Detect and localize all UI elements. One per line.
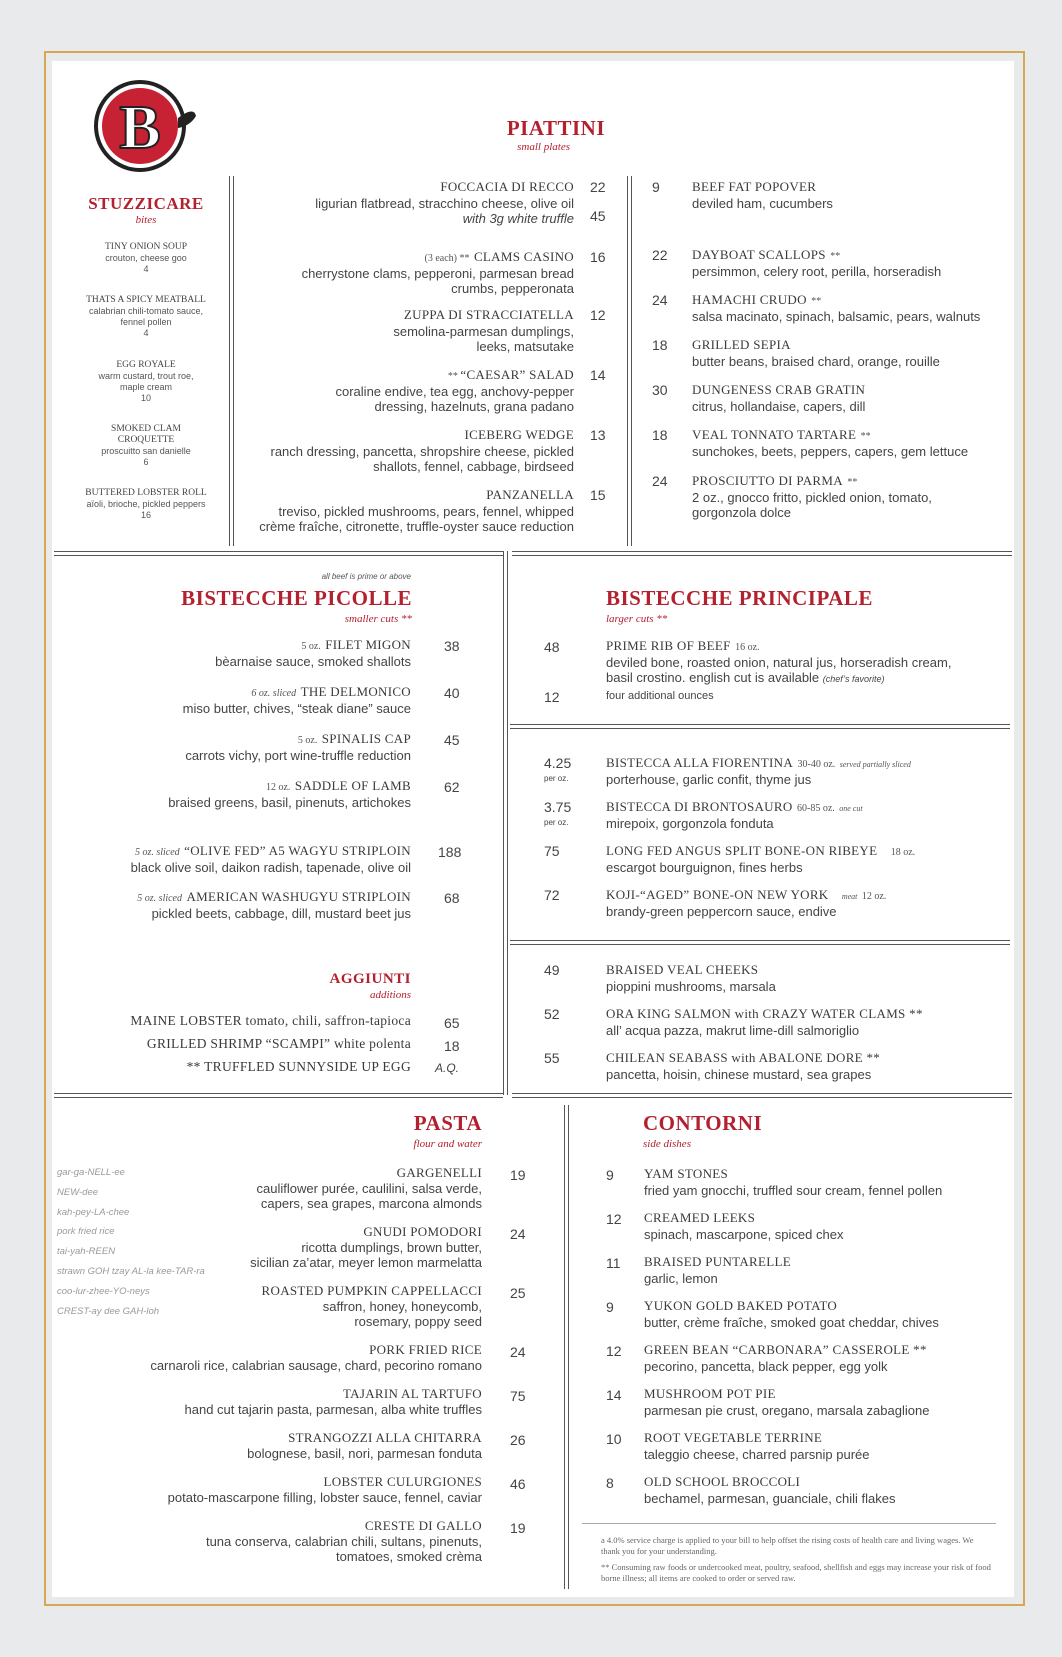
item-desc: spinach, mascarpone, spiced chex	[644, 1227, 844, 1242]
item-name: GREEN BEAN “CARBONARA” CASSEROLE **	[644, 1342, 927, 1357]
stuzzicare-item	[66, 295, 226, 339]
item-name: PORK FRIED RICE	[369, 1342, 482, 1357]
item-desc: pioppini mushrooms, marsala	[606, 979, 776, 994]
item-price: 4.25	[544, 755, 572, 771]
item-desc: brandy-green peppercorn sauce, endive	[606, 904, 837, 919]
item-size: 5 oz.	[297, 735, 318, 746]
item-price: 22	[652, 247, 668, 263]
item-name: CHILEAN SEABASS with ABALONE DORE **	[606, 1050, 881, 1065]
item-name: SPINALIS CAP	[321, 731, 411, 746]
item-desc: cauliflower purée, caulilini, salsa verde,	[256, 1181, 482, 1196]
item-name: BRAISED VEAL CHEEKS	[606, 962, 759, 977]
item-name: CREAMED LEEKS	[644, 1210, 756, 1225]
item-mark: **	[847, 477, 858, 488]
pronunciation: kah-pey-LA-chee	[57, 1206, 130, 1218]
item-desc: ligurian flatbread, stracchino cheese, olive oil	[315, 196, 574, 211]
aggiunti-subtitle: additions	[370, 989, 411, 1001]
menu-item	[60, 1059, 480, 1075]
item-desc: all’ acqua pazza, makrut lime-dill salmoriglio	[606, 1023, 860, 1038]
item-name: LOBSTER CULURGIONES	[323, 1474, 482, 1489]
item-price: 12	[606, 1211, 622, 1227]
item-desc: bechamel, parmesan, guanciale, chili flakes	[644, 1491, 896, 1506]
item-name: TAJARIN AL TARTUFO	[342, 1386, 482, 1401]
item-price: 46	[510, 1476, 526, 1492]
item-price: 18	[652, 337, 668, 353]
item-price: 40	[444, 685, 460, 701]
item-price: 52	[544, 1006, 560, 1022]
item-name: BISTECCA DI BRONTOSAURO	[606, 799, 793, 814]
divider	[564, 1105, 569, 1589]
item-name: BEEF FAT POPOVER	[692, 179, 817, 194]
stuzzicare-subtitle: bites	[135, 214, 157, 226]
item-price: 9	[652, 179, 660, 195]
item-name: GRILLED SEPIA	[692, 337, 791, 352]
item-price: 9	[606, 1167, 614, 1183]
menu-item	[60, 1013, 480, 1029]
item-name: SMOKED CLAM CROQUETTE	[111, 424, 181, 445]
item-mark: **	[830, 251, 841, 262]
menu-item	[100, 1283, 540, 1329]
item-desc-2: sicilian za’atar, meyer lemon marmelatta	[250, 1255, 482, 1270]
item-desc: fried yam gnocchi, truffled sour cream, fennel pollen	[644, 1183, 943, 1198]
item-desc-2: gorgonzola dolce	[692, 505, 792, 520]
stuzzicare-item	[66, 488, 226, 521]
divider	[512, 1093, 1012, 1098]
item-desc: coraline endive, tea egg, anchovy-pepper	[335, 384, 574, 399]
menu-item	[100, 1518, 540, 1564]
menu-item	[100, 1474, 540, 1505]
pronunciation: coo-lur-zhee-YO-neys	[57, 1285, 150, 1297]
pasta-subtitle: flour and water	[413, 1138, 482, 1150]
item-name: ICEBERG WEDGE	[464, 427, 574, 442]
item-name: ROASTED PUMPKIN CAPPELLACCI	[261, 1283, 482, 1298]
pronunciation: strawn GOH tzay AL-la kee-TAR-ra	[57, 1265, 205, 1277]
item-name: BISTECCA ALLA FIORENTINA	[606, 755, 794, 770]
menu-item	[60, 777, 470, 810]
item-name: “OLIVE FED” A5 WAGYU STRIPLOIN	[184, 843, 411, 858]
chef-favorite: (chef’s favorite)	[822, 674, 885, 684]
divider	[54, 1093, 503, 1098]
item-name: ORA KING SALMON with CRAZY WATER CLAMS **	[606, 1006, 923, 1021]
item-prefix: (3 each) **	[424, 253, 470, 264]
stuzzicare-item	[66, 242, 226, 275]
item-unit: per oz.	[544, 774, 569, 783]
item-price: 24	[652, 473, 668, 489]
item-price: 68	[444, 890, 460, 906]
aggiunti-title: AGGIUNTI	[329, 971, 411, 987]
menu-item	[232, 306, 612, 354]
item-price: 15	[590, 487, 606, 503]
item-note: served partially sliced	[839, 760, 911, 769]
item-price: 24	[510, 1344, 526, 1360]
item-desc-2: with 3g white truffle	[462, 211, 574, 226]
item-name: OLD SCHOOL BROCCOLI	[644, 1474, 801, 1489]
menu-item	[60, 730, 470, 763]
principale-title: BISTECCHE PRINCIPALE	[606, 586, 873, 610]
item-desc: saffron, honey, honeycomb,	[322, 1299, 482, 1314]
item-name: DAYBOAT SCALLOPS	[692, 247, 826, 262]
item-price: 38	[444, 638, 460, 654]
item-name: EGG ROYALE	[116, 360, 176, 370]
item-desc-2: capers, sea grapes, marcona almonds	[260, 1196, 482, 1211]
item-name: LONG FED ANGUS SPLIT BONE-ON RIBEYE	[606, 843, 878, 858]
item-price: 65	[444, 1015, 460, 1031]
item-price: 24	[652, 292, 668, 308]
item-desc: pecorino, pancetta, black pepper, egg yolk	[644, 1359, 888, 1374]
logo	[90, 76, 200, 176]
item-name: MUSHROOM POT PIE	[644, 1386, 776, 1401]
menu-item	[100, 1386, 540, 1417]
item-price: 75	[510, 1388, 526, 1404]
item-desc: proscuitto san danielle	[101, 446, 191, 456]
menu-item	[100, 1165, 540, 1211]
divider	[627, 176, 632, 546]
item-price: 12	[590, 307, 606, 323]
item-desc: parmesan pie crust, oregano, marsala zabaglione	[644, 1403, 930, 1418]
item-desc-2: leeks, matsutake	[476, 339, 574, 354]
item-desc-2: basil crostino. english cut is available	[606, 670, 820, 685]
item-size: 60-85 oz.	[796, 803, 835, 814]
item-size: 5 oz. sliced	[137, 893, 182, 904]
menu-item	[232, 178, 612, 226]
item-size: 12 oz.	[265, 782, 291, 793]
item-desc: carrots vichy, port wine-truffle reduction	[185, 748, 411, 763]
item-price: 19	[510, 1167, 526, 1183]
pronunciation: gar-ga-NELL-ee	[57, 1167, 125, 1178]
item-desc: 2 oz., gnocco fritto, pickled onion, tomato,	[692, 490, 932, 505]
item-mark: **	[811, 296, 822, 307]
item-name: STRANGOZZI ALLA CHITARRA	[288, 1430, 482, 1445]
item-price: 75	[544, 843, 560, 859]
item-price: A.Q.	[435, 1061, 460, 1075]
stuzzicare-item	[66, 360, 226, 404]
item-name: VEAL TONNATO TARTARE	[692, 427, 857, 442]
item-desc: sunchokes, beets, peppers, capers, gem lettuce	[692, 444, 969, 459]
item-desc-2: rosemary, poppy seed	[354, 1314, 482, 1329]
menu-item	[60, 1036, 480, 1052]
item-size: 5 oz.	[301, 641, 321, 652]
footnote-rule	[582, 1523, 996, 1524]
item-name: GNUDI POMODORI	[363, 1224, 482, 1239]
item-desc: pancetta, hoisin, chinese mustard, sea grapes	[606, 1067, 872, 1082]
item-price: 12	[606, 1343, 622, 1359]
menu-item	[100, 1430, 540, 1461]
item-desc-2: crème fraîche, citronette, truffle-oyster sauce reduction	[259, 519, 574, 534]
item-desc: braised greens, basil, pinenuts, artichokes	[168, 795, 411, 810]
item-name: FOCCACIA DI RECCO	[440, 179, 574, 194]
item-desc: mirepoix, gorgonzola fonduta	[606, 816, 774, 831]
item-desc: potato-mascarpone filling, lobster sauce, fennel, caviar	[167, 1490, 482, 1505]
item-desc: escargot bourguignon, fines herbs	[606, 860, 803, 875]
item-mark: **	[860, 431, 871, 442]
item-name: ZUPPA DI STRACCIATELLA	[403, 307, 574, 322]
item-name: BRAISED PUNTARELLE	[644, 1254, 791, 1269]
item-desc: deviled ham, cucumbers	[692, 196, 833, 211]
menu-item	[232, 426, 612, 474]
item-name: PROSCIUTTO DI PARMA	[692, 473, 843, 488]
item-desc-2: tomatoes, smoked crèma	[336, 1549, 482, 1564]
item-note: meat	[841, 892, 858, 901]
menu-item	[232, 486, 612, 534]
item-desc: bèarnaise sauce, smoked shallots	[215, 654, 411, 669]
item-price: 62	[444, 779, 460, 795]
item-name: FILET MIGON	[325, 637, 411, 652]
item-price: 49	[544, 962, 560, 978]
item-name: MAINE LOBSTER tomato, chili, saffron-tapioca	[130, 1013, 411, 1028]
item-price: 8	[606, 1475, 614, 1491]
menu-item	[232, 366, 612, 414]
item-name: YUKON GOLD BAKED POTATO	[644, 1298, 838, 1313]
add-price: 12	[544, 689, 560, 705]
item-price: 188	[438, 844, 462, 860]
item-desc: ranch dressing, pancetta, shropshire cheese, pickled	[270, 444, 574, 459]
item-desc: garlic, lemon	[644, 1271, 718, 1286]
item-price-2: 45	[590, 208, 606, 224]
stuzzicare-item	[66, 424, 226, 468]
item-name: “CAESAR” SALAD	[460, 367, 574, 382]
item-desc: warm custard, trout roe, maple cream	[98, 371, 194, 392]
item-desc: miso butter, chives, “steak diane” sauce	[182, 701, 411, 716]
item-price: 11	[606, 1255, 621, 1271]
item-price: 13	[590, 427, 606, 443]
stuzzicare-title: STUZZICARE	[88, 194, 204, 213]
item-size: 6 oz. sliced	[251, 688, 297, 699]
item-desc: deviled bone, roasted onion, natural jus, horseradish cream,	[606, 655, 952, 670]
divider	[512, 551, 1012, 556]
item-desc-2: shallots, fennel, cabbage, birdseed	[373, 459, 574, 474]
item-name: YAM STONES	[644, 1166, 729, 1181]
menu-item	[100, 1224, 540, 1270]
item-name: DUNGENESS CRAB GRATIN	[692, 382, 866, 397]
pronunciation: CREST-ay dee GAH-loh	[57, 1305, 160, 1317]
item-desc: calabrian chili-tomato sauce, fennel pollen	[88, 306, 204, 327]
item-desc: pickled beets, cabbage, dill, mustard beet jus	[151, 906, 411, 921]
item-price: 3.75	[544, 799, 572, 815]
item-desc: porterhouse, garlic confit, thyme jus	[606, 772, 812, 787]
item-desc: semolina-parmesan dumplings,	[393, 324, 574, 339]
item-prefix: **	[447, 371, 461, 382]
item-price: 14	[590, 367, 606, 383]
item-price: 18	[444, 1038, 460, 1054]
contorni-title: CONTORNI	[643, 1111, 763, 1135]
item-price: 14	[606, 1387, 622, 1403]
pronunciation: NEW-dee	[57, 1186, 99, 1198]
item-name: THATS A SPICY MEATBALL	[86, 295, 206, 305]
item-name: THE DELMONICO	[300, 684, 411, 699]
divider	[503, 551, 508, 1095]
item-price: 16	[590, 249, 606, 265]
item-name: GRILLED SHRIMP “SCAMPI” white polenta	[146, 1036, 411, 1051]
menu-item	[232, 248, 612, 296]
item-price: 4	[143, 328, 149, 338]
pasta-title: PASTA	[413, 1111, 482, 1135]
divider	[510, 724, 1010, 729]
add-desc: four additional ounces	[606, 690, 714, 702]
item-desc: citrus, hollandaise, capers, dill	[692, 399, 866, 414]
item-price: 9	[606, 1299, 614, 1315]
item-desc: cherrystone clams, pepperoni, parmesan bread	[301, 266, 574, 281]
item-price: 24	[510, 1226, 526, 1242]
item-desc-2: dressing, hazelnuts, grana padano	[374, 399, 574, 414]
item-desc: taleggio cheese, charred parsnip purée	[644, 1447, 870, 1462]
item-price: 55	[544, 1050, 560, 1066]
item-desc: treviso, pickled mushrooms, pears, fennel, whipped	[278, 504, 574, 519]
service-charge-note: a 4.0% service charge is applied to your bill to help offset the rising costs of health care and living wages. We thank you for your understanding.	[601, 1535, 974, 1556]
picolle-title: BISTECCHE PICOLLE	[181, 586, 412, 610]
item-size: 12 oz.	[861, 891, 887, 902]
item-price: 18	[652, 427, 668, 443]
pronunciation: tai-yah-REEN	[57, 1246, 116, 1258]
item-name: PRIME RIB OF BEEF	[606, 638, 731, 653]
contorni-subtitle: side dishes	[643, 1138, 691, 1150]
item-desc: bolognese, basil, nori, parmesan fonduta	[247, 1446, 482, 1461]
item-price: 4	[143, 264, 149, 274]
item-desc: butter, crème fraîche, smoked goat cheddar, chives	[644, 1315, 939, 1330]
item-size: 16 oz.	[735, 642, 760, 653]
item-desc: butter beans, braised chard, orange, rouille	[692, 354, 940, 369]
item-name: ROOT VEGETABLE TERRINE	[644, 1430, 823, 1445]
item-price: 10	[140, 393, 151, 403]
item-unit: per oz.	[544, 818, 569, 827]
item-price: 10	[606, 1431, 622, 1447]
item-desc: tuna conserva, calabrian chili, sultans, pinenuts,	[205, 1534, 482, 1549]
item-price: 72	[544, 887, 560, 903]
item-desc: ricotta dumplings, brown butter,	[301, 1240, 482, 1255]
item-name: ** TRUFFLED SUNNYSIDE UP EGG	[186, 1059, 411, 1074]
principale-subtitle: larger cuts **	[606, 613, 668, 625]
picolle-subtitle: smaller cuts **	[344, 613, 412, 625]
item-name: AMERICAN WASHUGYU STRIPLOIN	[186, 889, 411, 904]
item-desc: hand cut tajarin pasta, parmesan, alba white truffles	[184, 1402, 482, 1417]
item-desc: crouton, cheese goo	[105, 253, 187, 263]
item-name: SADDLE OF LAMB	[294, 778, 411, 793]
item-name: CRESTE DI GALLO	[364, 1518, 482, 1533]
item-name: GARGENELLI	[396, 1165, 482, 1180]
item-size: 30-40 oz.	[797, 759, 836, 770]
divider	[54, 551, 503, 556]
logo-letter: B	[119, 94, 161, 162]
item-price: 25	[510, 1285, 526, 1301]
item-name: PANZANELLA	[486, 487, 574, 502]
menu-item	[60, 636, 470, 669]
piattini-subtitle: small plates	[517, 141, 570, 153]
item-note: one cut	[839, 804, 863, 813]
divider	[510, 940, 1010, 945]
item-name: TINY ONION SOUP	[105, 242, 187, 252]
item-name: HAMACHI CRUDO	[692, 292, 807, 307]
item-price: 19	[510, 1520, 526, 1536]
item-price: 48	[544, 639, 560, 655]
pronunciation: pork fried rice	[57, 1226, 115, 1238]
item-name: CLAMS CASINO	[473, 249, 574, 264]
item-desc: salsa macinato, spinach, balsamic, pears, walnuts	[692, 309, 981, 324]
item-price: 26	[510, 1432, 526, 1448]
item-desc: carnaroli rice, calabrian sausage, chard, pecorino romano	[150, 1358, 482, 1373]
item-desc: persimmon, celery root, perilla, horseradish	[692, 264, 942, 279]
item-size: 18 oz.	[890, 847, 916, 858]
item-desc-2: crumbs, pepperonata	[451, 281, 574, 296]
item-desc: aïoli, brioche, pickled peppers	[86, 499, 206, 509]
item-name: BUTTERED LOBSTER ROLL	[85, 488, 207, 498]
item-price: 16	[140, 510, 151, 520]
item-price: 45	[444, 732, 460, 748]
item-price: 22	[590, 179, 606, 195]
menu-item	[100, 1342, 540, 1373]
item-name: KOJI-“AGED” BONE-ON NEW YORK	[606, 887, 829, 902]
menu-item	[60, 683, 470, 716]
item-price: 6	[143, 457, 149, 467]
raw-food-note: ** Consuming raw foods or undercooked meat, poultry, seafood, shellfish and eggs may increase your risk of food borne illness; all items are cooked to order or served raw.	[601, 1562, 991, 1583]
piattini-title: PIATTINI	[506, 116, 605, 140]
menu-item	[60, 842, 470, 875]
menu-item	[60, 888, 470, 921]
beef-note: all beef is prime or above	[321, 572, 411, 581]
item-desc: black olive soil, daikon radish, tapenade, olive oil	[130, 860, 411, 875]
item-price: 30	[652, 382, 668, 398]
item-size: 5 oz. sliced	[134, 847, 180, 858]
